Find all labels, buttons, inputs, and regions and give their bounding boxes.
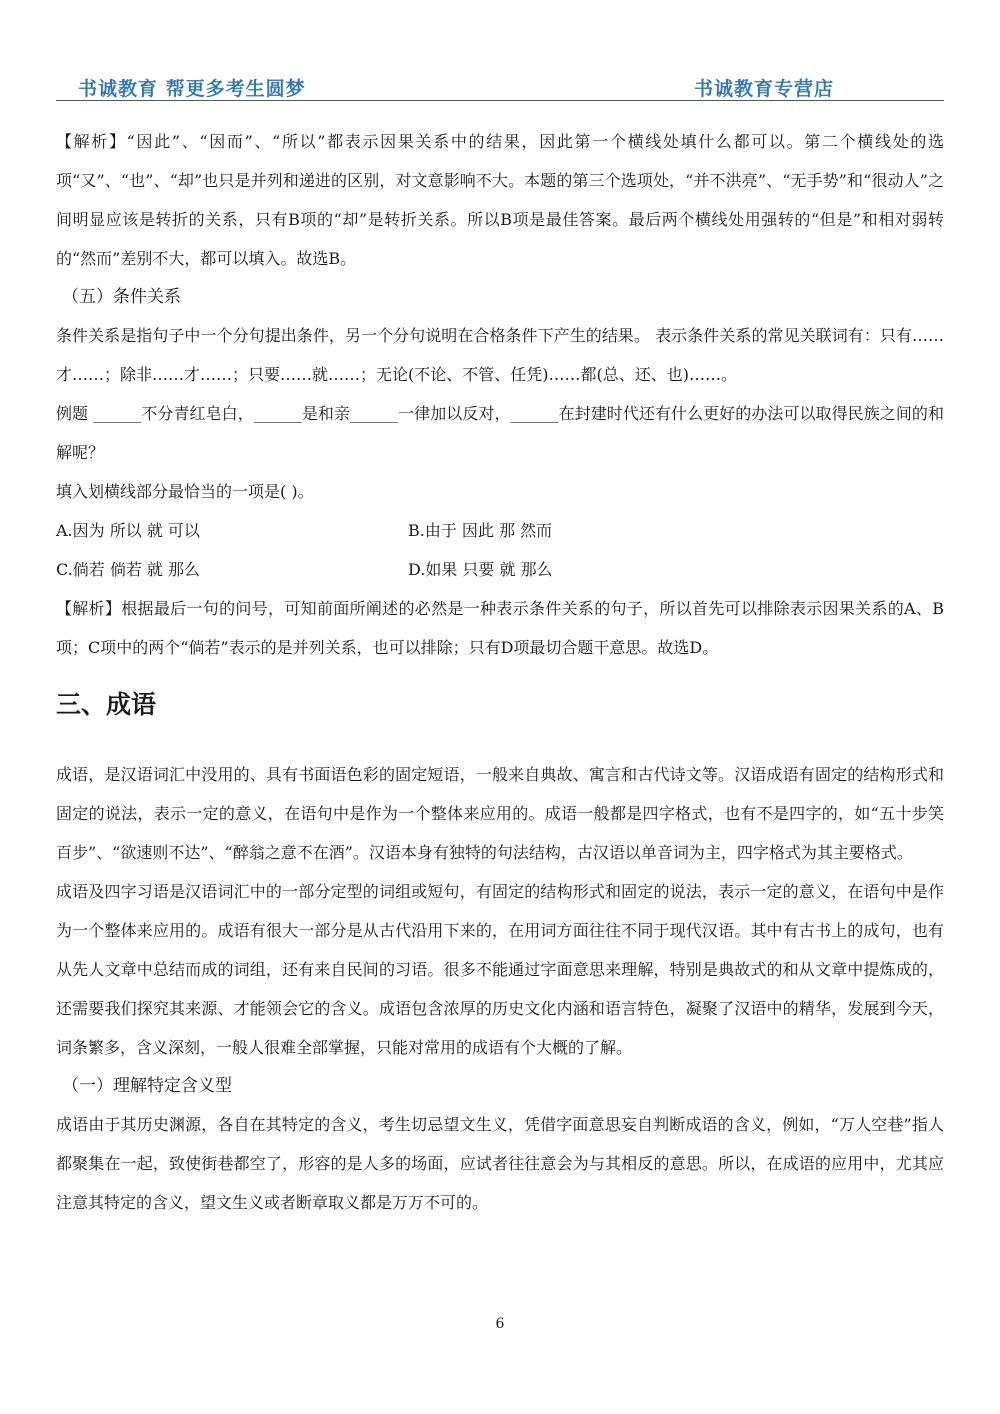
idioms-paragraph-3: 成语由于其历史渊源，各自在其特定的含义，考生切忌望文生义，凭借字面意思妄自判断成语的含义，例如，“万人空巷”指人都聚集在一起，致使街巷都空了，形容的是人多的场面，应试者往往意会为与其相反的意思。所以，在成语的应用中，尤其应注意其特定的含义，望文生义或者断章取义都是万万不可的。 [56,1115,944,1212]
option-c: C.倘若 倘若 就 那么 [56,560,201,579]
conditional-intro: 条件关系是指句子中一个分句提出条件，另一个分句说明在合格条件下产生的结果。 表示条件关系的常见关联词有：只有……才……；除非……才……；只要……就……；无论(不论、不管、任凭)……都(总、还、也)……。 [56,326,944,384]
header-left-text: 书诚教育 帮更多考生圆梦 [78,78,306,100]
analysis-paragraph-2: 【解析】根据最后一句的问号，可知前面所阐述的必然是一种表示条件关系的句子，所以首先可以排除表示因果关系的A、B项；C项中的两个“倘若”表示的是并列关系，也可以排除；只有D项最切合题干意思。故选D。 [56,599,944,657]
question-prompt: 填入划横线部分最恰当的一项是( )。 [56,482,314,501]
options-row-1 [56,511,944,550]
section-title-specific-meaning: （一）理解特定含义型 [62,1076,232,1096]
option-b: B.由于 因此 那 然而 [408,521,553,540]
section-title-conditional: （五）条件关系 [62,287,181,307]
page-content [56,122,944,1222]
section-heading-idioms: 三、成语 [56,690,157,719]
page-header [56,72,944,101]
idioms-paragraph-2: 成语及四字习语是汉语词汇中的一部分定型的词组或短句，有固定的结构形式和固定的说法，表示一定的意义，在语句中是作为一个整体来应用的。成语有很大一部分是从古代沿用下来的，在用词方面往往不同于现代汉语。其中有古书上的成句，也有从先人文章中总结而成的词组，还有来自民间的习语。很多不能通过字面意思来理解，特别是典故式的和从文章中提炼成的，还需要我们探究其来源、才能领会它的含义。成语包含浓厚的历史文化内涵和语言特色，凝聚了汉语中的精华，发展到今天，词条繁多，含义深刻，一般人很难全部掌握，只能对常用的成语有个大概的了解。 [56,882,944,1057]
idioms-paragraph-1: 成语，是汉语词汇中没用的、具有书面语色彩的固定短语，一般来自典故、寓言和古代诗文等。汉语成语有固定的结构形式和固定的说法，表示一定的意义，在语句中是作为一个整体来应用的。成语一般都是四字格式，也有不是四字的，如“五十步笑百步”、“欲速则不达”、“醉翁之意不在酒”。汉语本身有独特的句法结构，古汉语以单音词为主，四字格式为其主要格式。 [56,765,944,862]
header-right-text: 书诚教育专营店 [693,78,834,100]
option-d: D.如果 只要 就 那么 [408,560,553,579]
example-question: 例题 ______不分青红皂白，______是和亲______一律加以反对，______在封建时代还有什么更好的办法可以取得民族之间的和解呢？ [56,404,944,462]
option-a: A.因为 所以 就 可以 [56,521,200,540]
analysis-paragraph: 【解析】“因此”、“因而”、“所以”都表示因果关系中的结果，因此第一个横线处填什么都可以。第二个横线处的选项“又”、“也”、“却”也只是并列和递进的区别，对文意影响不大。本题的第三个选项处，“并不洪亮”、“无手势”和“很动人”之间明显应该是转折的关系，只有B项的“却”是转折关系。所以B项是最佳答案。最后两个横线处用强转的“但是”和相对弱转的“然而”差别不大，都可以填入。故选B。 [56,132,944,268]
page-number: 6 [495,1316,505,1332]
options-row-2 [56,550,944,589]
